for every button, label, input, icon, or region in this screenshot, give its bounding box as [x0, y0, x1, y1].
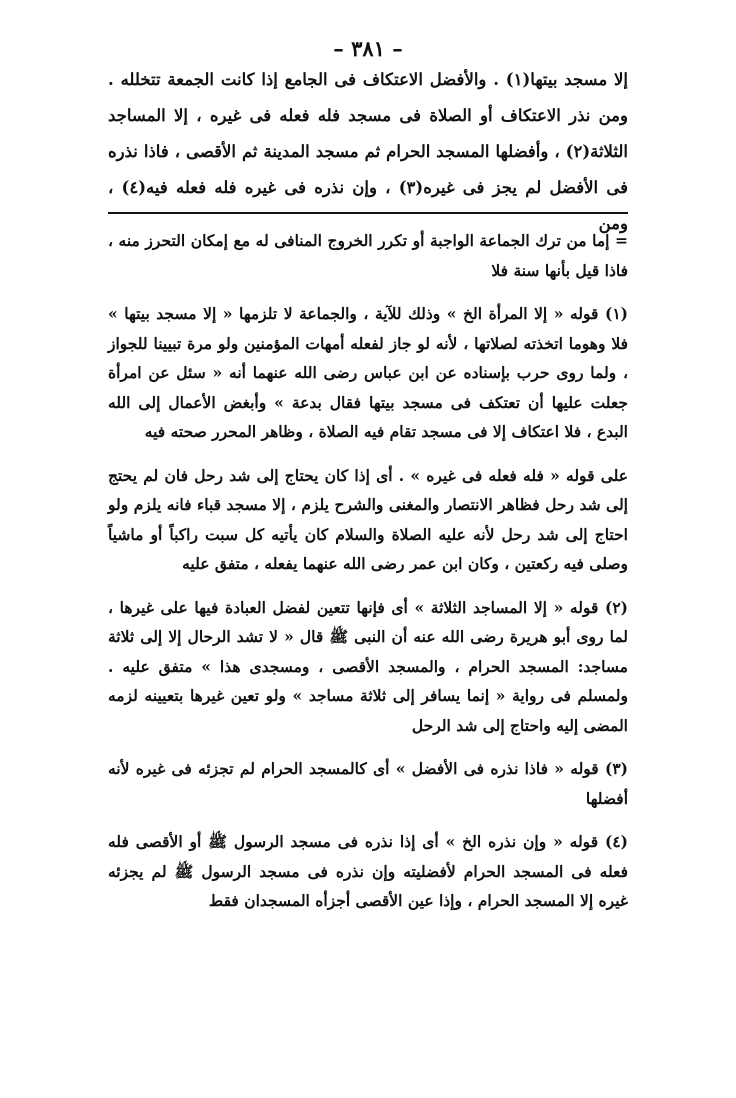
page-number: – ٣٨١ – [333, 36, 403, 61]
footnotes [108, 226, 628, 930]
footnote-3: (٣) قوله « فاذا نذره فى الأفضل » أى كالمسجد الحرام لم تجزئه فى غيره لأنه أفضلها [108, 759, 628, 808]
footnote-continuation: = إما من ترك الجماعة الواجبة أو تكرر الخروج المنافى له مع إمكان التحرز منه ، فاذا قيل بأنها سنة فلا [108, 231, 628, 280]
footnote-4: (٤) قوله « وإن نذره الخ » أى إذا نذره فى مسجد الرسول ﷺ أو الأقصى فله فعله فى المسجد الحرام لأفضليته وإن نذره فى مسجد الرسول ﷺ لم يجزئه غيره إلا المسجد الحرام ، وإذا عين الأقصى أجزأه المسجدان فقط [108, 832, 628, 910]
main-text: إلا مسجد بيتها(١) . والأفضل الاعتكاف فى الجامع إذا كانت الجمعة تتخلله . ومن نذر الاعتكاف أو الصلاة فى مسجد فله فعله فى غيره ، إلا المساجد الثلاثة(٢) ، وأفضلها المسجد الحرام ثم مسجد المدينة ثم الأقصى ، فاذا نذره فى الأفضل لم يجز فى غيره(٣) ، وإن نذره فى غيره فله فعله فيه(٤) ، ومن [108, 70, 628, 233]
footnote-2: (٢) قوله « إلا المساجد الثلاثة » أى فإنها تتعين لفضل العبادة فيها على غيرها ، لما روى أبو هريرة رضى الله عنه أن النبى ﷺ قال « لا تشد الرحال إلا إلى ثلاثة مساجد: المسجد الحرام ، والمسجد الأقصى ، ومسجدى هذا » متفق عليه . ولمسلم فى رواية « إنما يسافر إلى ثلاثة مساجد » ولو تعين غيرها بتعيينه لزمه المضى إليه واحتاج إلى شد الرحل [108, 597, 628, 735]
footnote-commentary: على قوله « فله فعله فى غيره » . أى إذا كان يحتاج إلى شد رحل فان لم يحتج إلى شد رحل فظاهر الانتصار والمغنى والشرح يلزم ، إلا مسجد قباء فانه يلزم ولو احتاج إلى شد رحل لأنه عليه الصلاة والسلام كان يأتيه كل سبت راكباً أو ماشياً وصلى فيه ركعتين ، وكان ابن عمر رضى الله عنهما يفعله ، متفق عليه [108, 465, 628, 573]
separator-rule [108, 212, 628, 214]
footnote-1: (١) قوله « إلا المرأة الخ » وذلك للآية ، والجماعة لا تلزمها « إلا مسجد بيتها » فلا وهوما اتخذته لصلاتها ، لأنه لو جاز لفعله أمهات المؤمنين ولو مرة تبيينا للجواز ، ولما روى حرب بإسناده عن ابن عباس رضى الله عنهما أنه « سئل عن امرأة جعلت عليها أن تعتكف فى مسجد بيتها فقال بدعة » وأبغض الأعمال إلى الله البدع ، فلا اعتكاف إلا فى مسجد تقام فيه الصلاة ، وظاهر المحرر صحته فيه [108, 304, 628, 441]
